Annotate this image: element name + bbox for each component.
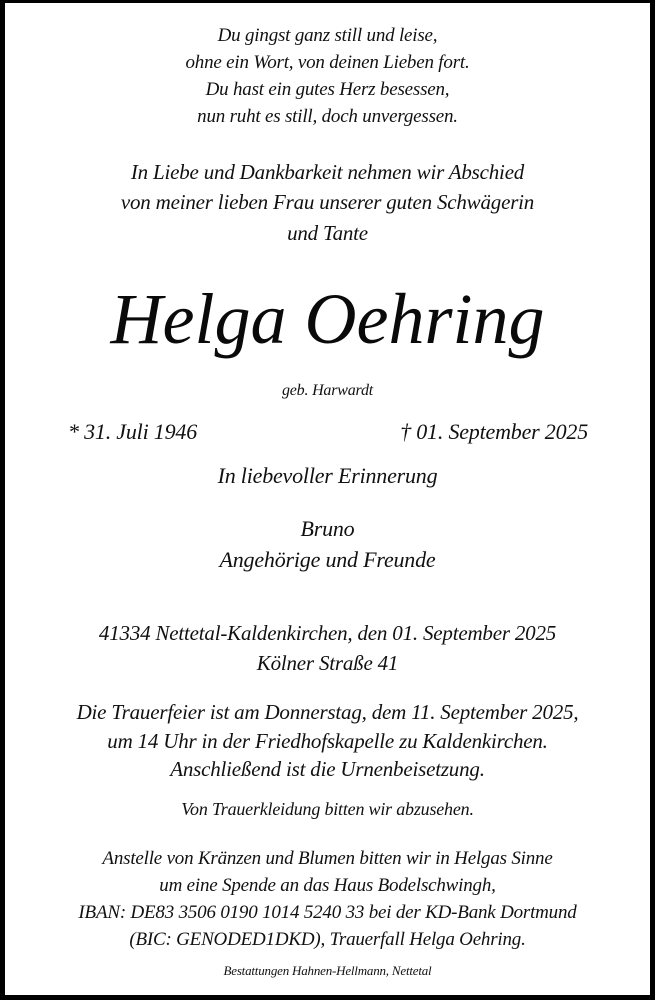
address-line: 41334 Nettetal-Kaldenkirchen, den 01. September 2025 xyxy=(98,621,557,645)
intro-line: In Liebe und Dankbarkeit nehmen wir Abschied xyxy=(130,160,525,184)
memory-phrase: In liebevoller Erinnerung xyxy=(217,463,438,488)
mourner-line: Angehörige und Freunde xyxy=(219,547,436,572)
poem-line: Du gingst ganz still und leise, xyxy=(217,25,438,46)
intro-line: und Tante xyxy=(287,221,368,245)
maiden-name: geb. Harwardt xyxy=(281,382,374,399)
dress-request: Von Trauerkleidung bitten wir abzusehen. xyxy=(181,799,474,819)
deceased-name: Helga Oehring xyxy=(110,279,545,359)
life-dates xyxy=(5,419,650,449)
intro-line: von meiner lieben Frau unserer guten Schwägerin xyxy=(120,190,535,214)
donation-line: IBAN: DE83 3506 0190 1014 5240 33 bei der KD-Bank Dortmund xyxy=(78,902,577,923)
poem-line: ohne ein Wort, von deinen Lieben fort. xyxy=(185,52,470,73)
donation-line: Anstelle von Kränzen und Blumen bitten wir in Helgas Sinne xyxy=(102,848,553,869)
death-date: † 01. September 2025 xyxy=(400,419,588,444)
address-line: Kölner Straße 41 xyxy=(256,651,399,675)
service-line: Anschließend ist die Urnenbeisetzung. xyxy=(170,757,485,781)
undertaker-credit: Bestattungen Hahnen-Hellmann, Nettetal xyxy=(223,963,432,978)
service-line: Die Trauerfeier ist am Donnerstag, dem 11. September 2025, xyxy=(76,700,579,724)
donation-line: um eine Spende an das Haus Bodelschwingh, xyxy=(159,875,496,896)
mourner-line: Bruno xyxy=(300,516,355,541)
poem-line: Du hast ein gutes Herz besessen, xyxy=(205,79,450,100)
birth-date: * 31. Juli 1946 xyxy=(68,419,197,444)
poem-line: nun ruht es still, doch unvergessen. xyxy=(197,106,458,127)
donation-line: (BIC: GENODED1DKD), Trauerfall Helga Oehring. xyxy=(129,929,526,950)
service-line: um 14 Uhr in der Friedhofskapelle zu Kaldenkirchen. xyxy=(107,729,548,753)
